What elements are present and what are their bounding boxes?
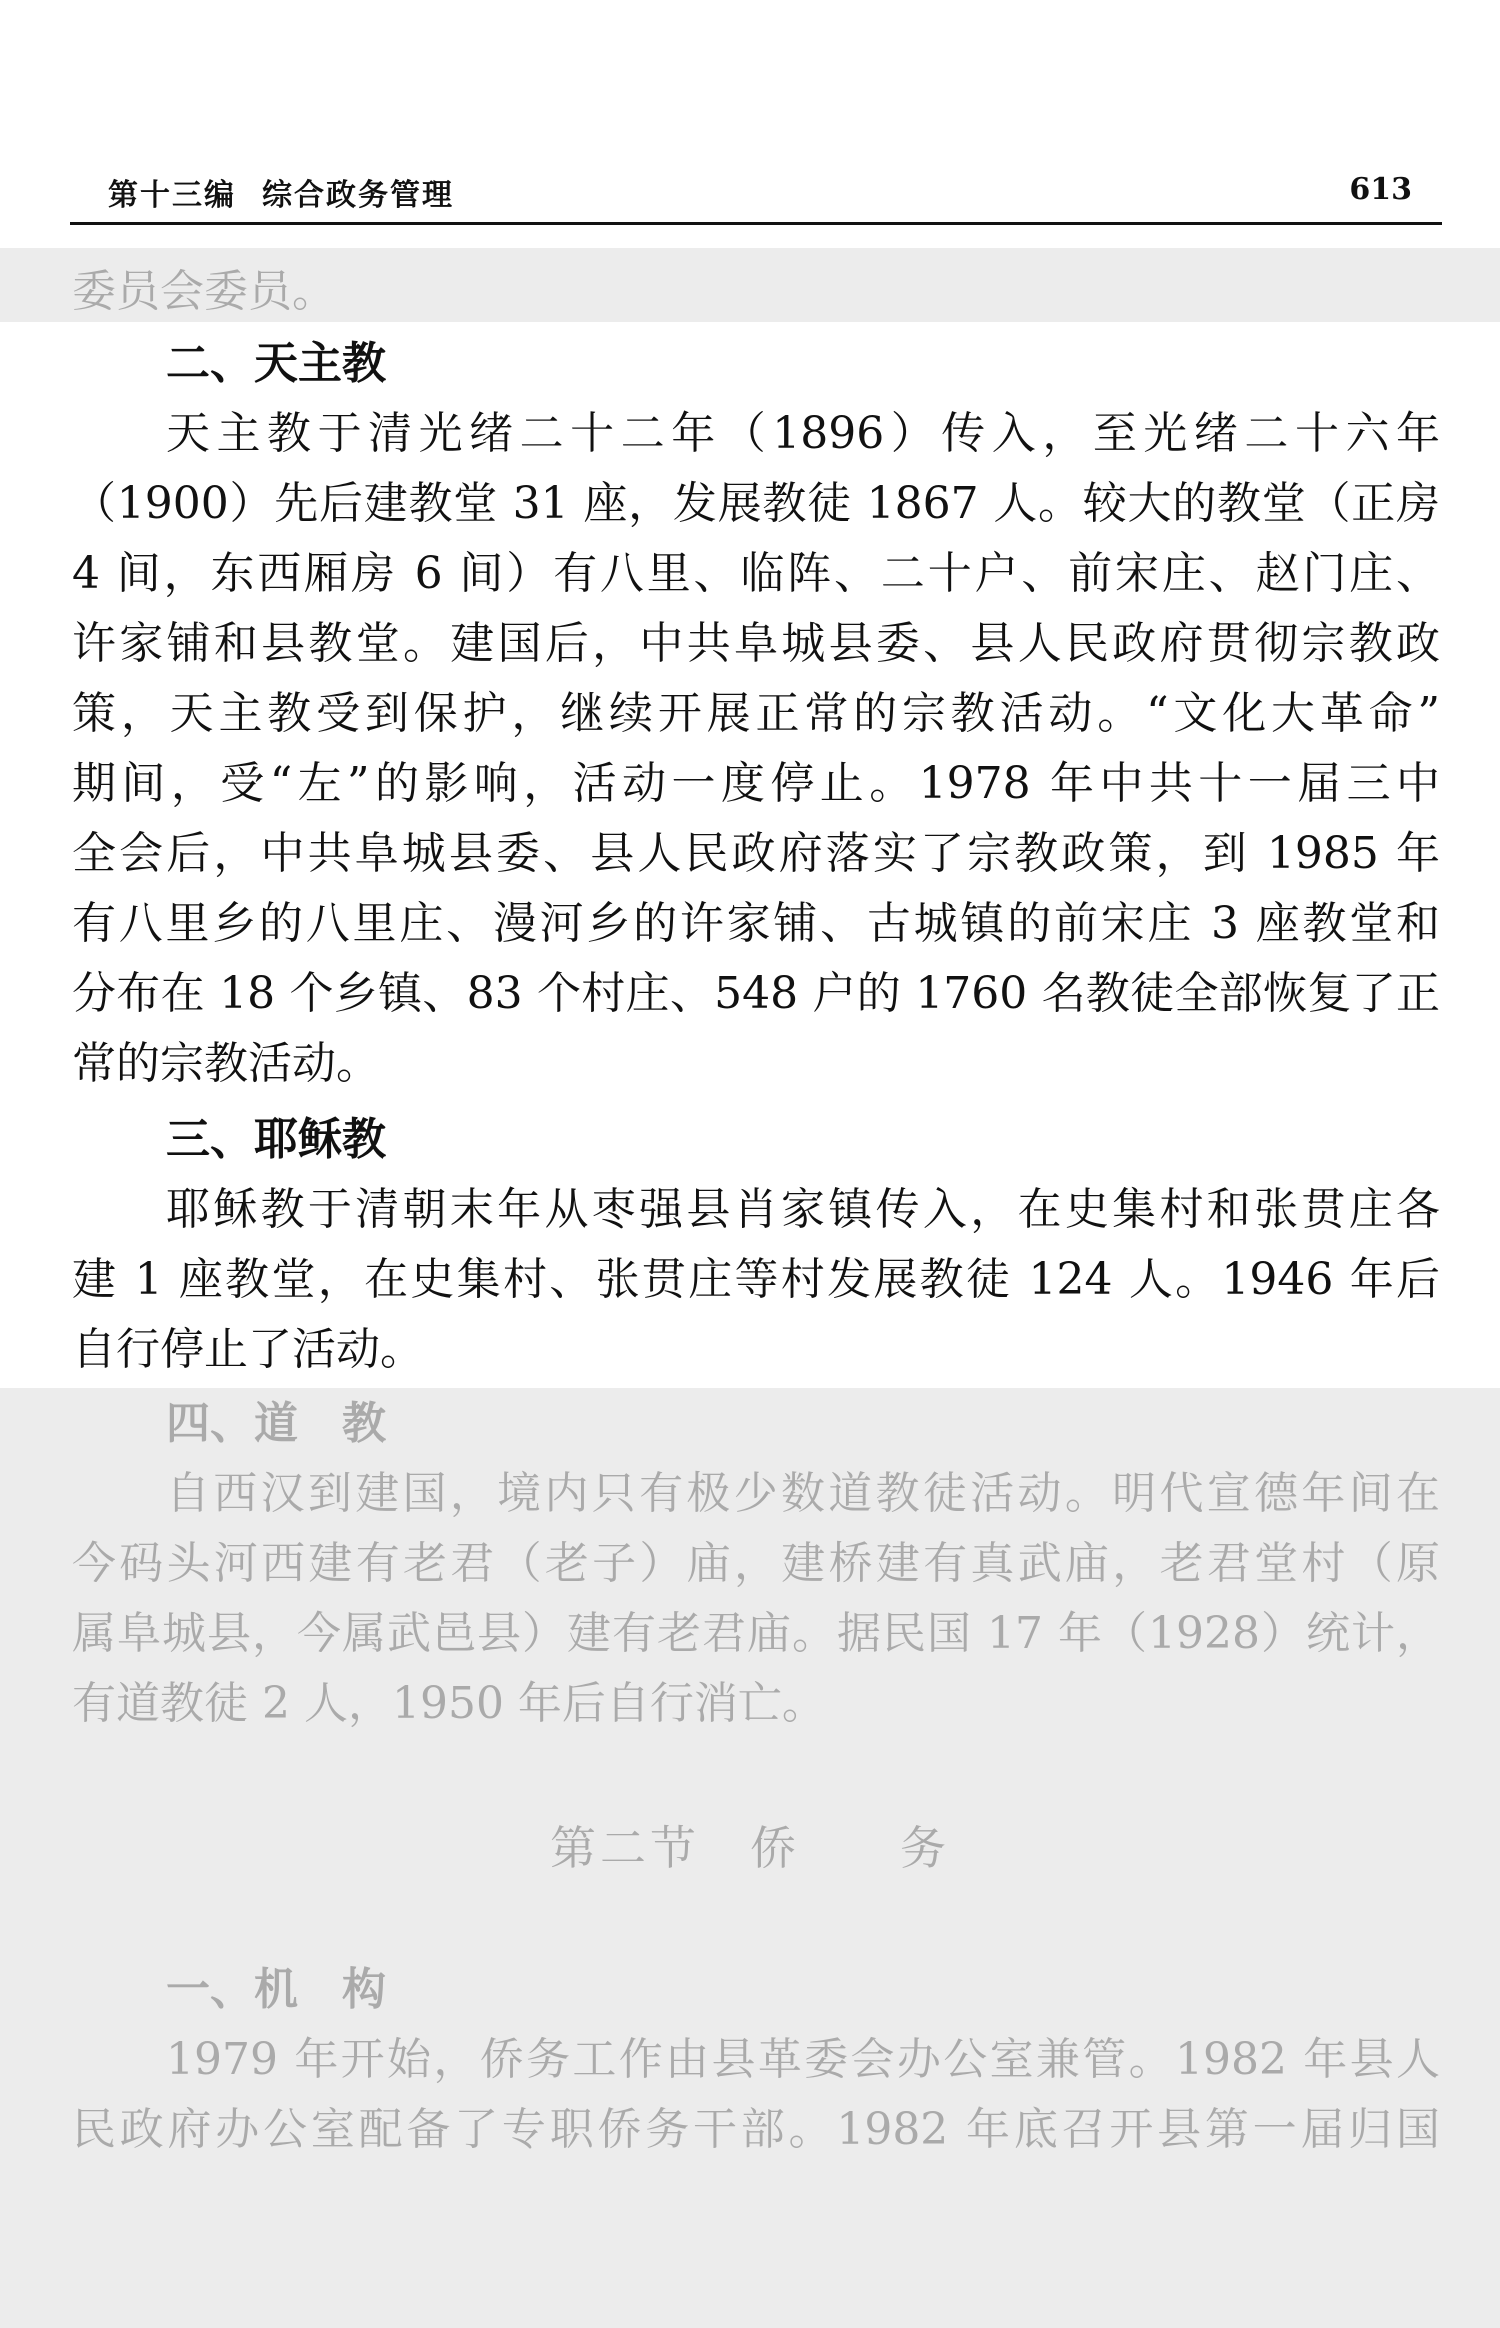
- running-header: [70, 160, 1442, 225]
- taoism-line: 今码头河西建有老君（老子）庙，建桥建有真武庙，老君堂村（原: [72, 1538, 1440, 1589]
- heading-organization: 一、机 构: [166, 1964, 386, 2015]
- catholic-line: 全会后，中共阜城县委、县人民政府落实了宗教政策，到 1985 年: [72, 828, 1440, 879]
- christian-line: 自行停止了活动。: [72, 1324, 424, 1375]
- catholic-line: 策，天主教受到保护，继续开展正常的宗教活动。“文化大革命”: [72, 688, 1440, 739]
- header-left: [108, 170, 454, 214]
- heading-taoism: 四、道 教: [166, 1398, 386, 1449]
- taoism-line: 有道教徒 2 人，1950 年后自行消亡。: [72, 1678, 826, 1729]
- heading-catholic: 二、天主教: [166, 338, 386, 389]
- heading-christian: 三、耶稣教: [166, 1114, 386, 1165]
- organization-line: 1979 年开始，侨务工作由县革委会办公室兼管。1982 年县人: [166, 2034, 1440, 2085]
- catholic-line: 4 间，东西厢房 6 间）有八里、临阵、二十户、前宋庄、赵门庄、: [72, 548, 1440, 599]
- christian-line: 耶稣教于清朝末年从枣强县肖家镇传入，在史集村和张贯庄各: [166, 1184, 1440, 1235]
- catholic-line: （1900）先后建教堂 31 座，发展教徒 1867 人。较大的教堂（正房: [72, 478, 1440, 529]
- christian-line: 建 1 座教堂，在史集村、张贯庄等村发展教徒 124 人。1946 年后: [72, 1254, 1440, 1305]
- taoism-line: 属阜城县，今属武邑县）建有老君庙。据民国 17 年（1928）统计，: [72, 1608, 1440, 1659]
- faded-top-line: 委员会委员。: [72, 266, 336, 317]
- catholic-line: 分布在 18 个乡镇、83 个村庄、548 户的 1760 名教徒全部恢复了正: [72, 968, 1440, 1019]
- catholic-line: 天主教于清光绪二十二年（1896）传入，至光绪二十六年: [166, 408, 1440, 459]
- header-part: 第十三编: [108, 178, 236, 213]
- page-number: 613: [1349, 172, 1412, 207]
- catholic-line: 许家铺和县教堂。建国后，中共阜城县委、县人民政府贯彻宗教政: [72, 618, 1440, 669]
- catholic-line: 常的宗教活动。: [72, 1038, 380, 1089]
- taoism-line: 自西汉到建国，境内只有极少数道教徒活动。明代宣德年间在: [166, 1468, 1440, 1519]
- organization-line: 民政府办公室配备了专职侨务干部。1982 年底召开县第一届归国: [72, 2104, 1440, 2155]
- catholic-line: 期间，受“左”的影响，活动一度停止。1978 年中共十一届三中: [72, 758, 1440, 809]
- catholic-line: 有八里乡的八里庄、漫河乡的许家铺、古城镇的前宋庄 3 座教堂和: [72, 898, 1440, 949]
- header-title: 综合政务管理: [262, 178, 454, 213]
- section-title: 第二节 侨 务: [550, 1821, 950, 1875]
